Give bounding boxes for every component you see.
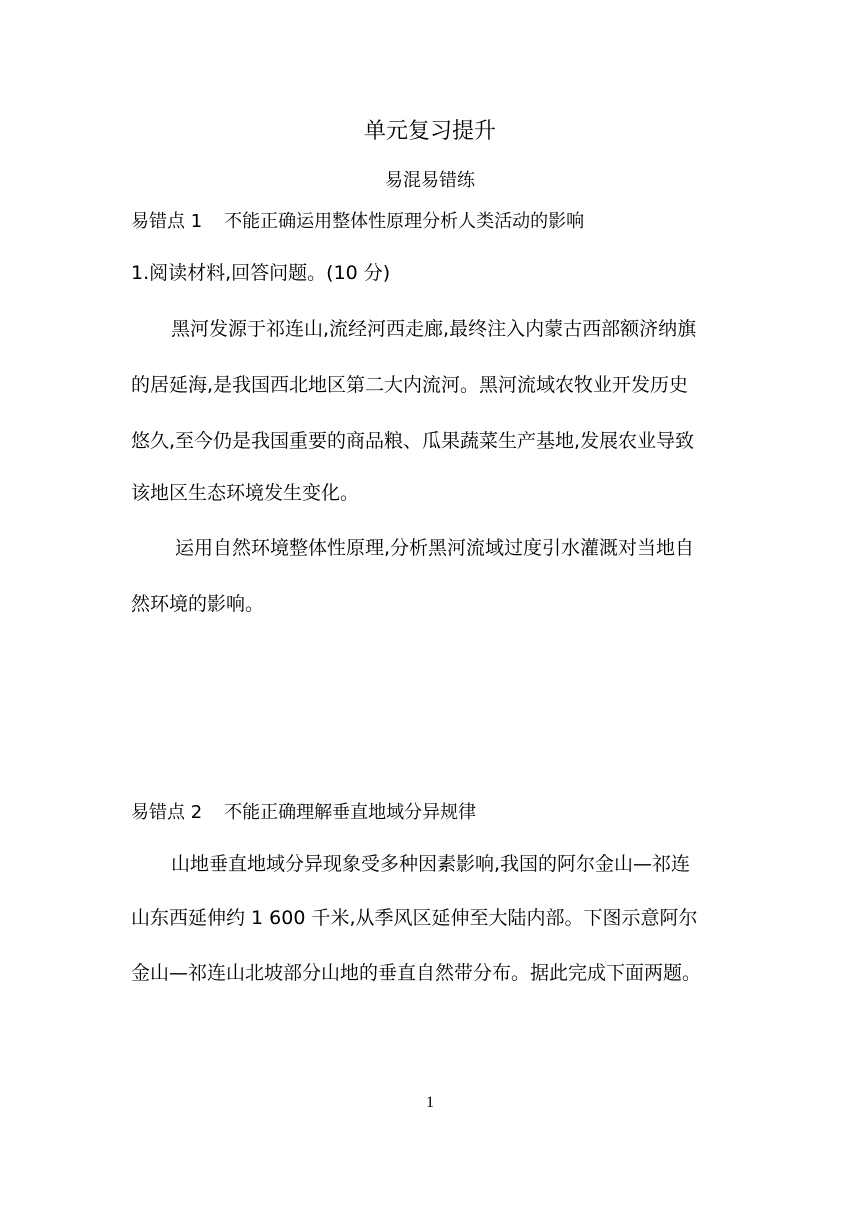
material-line: 山地垂直地域分异现象受多种因素影响,我国的阿尔金山—祁连 (171, 853, 691, 875)
section2-heading-text: 不能正确理解垂直地域分异规律 (224, 802, 477, 823)
section1-heading-label: 易错点 1 (131, 211, 203, 232)
section1-heading (131, 208, 584, 236)
page-title: 单元复习提升 (363, 119, 496, 144)
material-line: 该地区生态环境发生变化。 (131, 482, 360, 504)
page-subtitle: 易混易错练 (385, 170, 475, 191)
task-line: 运用自然环境整体性原理,分析黑河流域过度引水灌溉对当地自 (175, 537, 695, 559)
material-line: 悠久,至今仍是我国重要的商品粮、瓜果蔬菜生产基地,发展农业导致 (131, 430, 695, 452)
material-line: 山东西延伸约 1 600 千米,从季风区延伸至大陆内部。下图示意阿尔 (131, 907, 698, 929)
page-number: 1 (426, 1094, 434, 1111)
question-1: 1.阅读材料,回答问题。(10 分) (131, 262, 391, 284)
section2-heading (131, 799, 476, 827)
material-line: 金山—祁连山北坡部分山地的垂直自然带分布。据此完成下面两题。 (131, 962, 702, 984)
task-line: 然环境的影响。 (131, 593, 265, 615)
section1-heading-text: 不能正确运用整体性原理分析人类活动的影响 (224, 211, 585, 232)
section2-heading-label: 易错点 2 (131, 802, 203, 823)
material-line: 的居延海,是我国西北地区第二大内流河。黑河流域农牧业开发历史 (131, 374, 689, 396)
material-line: 黑河发源于祁连山,流经河西走廊,最终注入内蒙古西部额济纳旗 (171, 318, 697, 340)
